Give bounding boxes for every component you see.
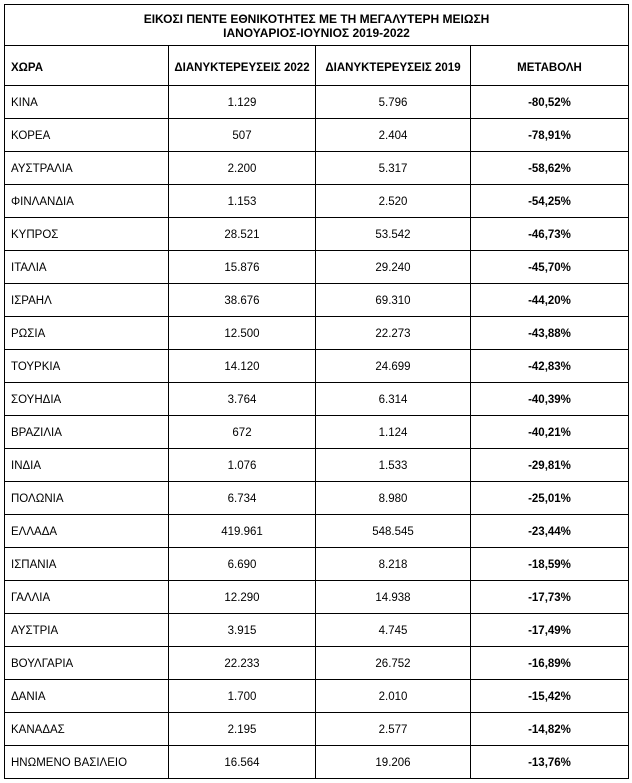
nights-2022-cell: 16.564 <box>169 746 316 779</box>
change-cell: -25,01% <box>471 482 629 515</box>
change-cell: -42,83% <box>471 350 629 383</box>
country-cell: ΙΝΔΙΑ <box>5 449 169 482</box>
country-cell: ΚΥΠΡΟΣ <box>5 218 169 251</box>
change-cell: -44,20% <box>471 284 629 317</box>
nights-2019-cell: 2.520 <box>316 185 471 218</box>
change-cell: -58,62% <box>471 152 629 185</box>
change-cell: -17,49% <box>471 614 629 647</box>
nationalities-decrease-table <box>4 4 629 779</box>
country-cell: ΒΟΥΛΓΑΡΙΑ <box>5 647 169 680</box>
table-header-row <box>5 46 629 86</box>
change-cell: -78,91% <box>471 119 629 152</box>
country-cell: ΤΟΥΡΚΙΑ <box>5 350 169 383</box>
nights-2022-cell: 1.076 <box>169 449 316 482</box>
nights-2022-cell: 38.676 <box>169 284 316 317</box>
change-cell: -54,25% <box>471 185 629 218</box>
table-body <box>5 86 629 779</box>
table-row <box>5 548 629 581</box>
nights-2022-cell: 12.500 <box>169 317 316 350</box>
change-cell: -29,81% <box>471 449 629 482</box>
country-cell: ΚΟΡΕΑ <box>5 119 169 152</box>
nights-2022-cell: 6.734 <box>169 482 316 515</box>
nights-2019-cell: 53.542 <box>316 218 471 251</box>
change-cell: -23,44% <box>471 515 629 548</box>
change-cell: -14,82% <box>471 713 629 746</box>
nights-2022-cell: 22.233 <box>169 647 316 680</box>
nights-2022-cell: 14.120 <box>169 350 316 383</box>
country-cell: ΓΑΛΛΙΑ <box>5 581 169 614</box>
table-row <box>5 86 629 119</box>
table-row <box>5 350 629 383</box>
change-cell: -18,59% <box>471 548 629 581</box>
change-cell: -80,52% <box>471 86 629 119</box>
nights-2022-cell: 507 <box>169 119 316 152</box>
table-row <box>5 713 629 746</box>
column-header-nights-2022: ΔΙΑΝΥΚΤΕΡΕΥΣΕΙΣ 2022 <box>169 46 316 86</box>
country-cell: ΣΟΥΗΔΙΑ <box>5 383 169 416</box>
table-row <box>5 614 629 647</box>
country-cell: ΙΣΡΑΗΛ <box>5 284 169 317</box>
table-row <box>5 251 629 284</box>
nights-2022-cell: 3.764 <box>169 383 316 416</box>
country-cell: ΡΩΣΙΑ <box>5 317 169 350</box>
table-row <box>5 119 629 152</box>
change-cell: -13,76% <box>471 746 629 779</box>
nights-2022-cell: 12.290 <box>169 581 316 614</box>
table-row <box>5 218 629 251</box>
country-cell: ΙΤΑΛΙΑ <box>5 251 169 284</box>
column-header-change: ΜΕΤΑΒΟΛΗ <box>471 46 629 86</box>
country-cell: ΗΝΩΜΕΝΟ ΒΑΣΙΛΕΙΟ <box>5 746 169 779</box>
nights-2022-cell: 2.195 <box>169 713 316 746</box>
table-title-cell <box>5 5 629 46</box>
table-row <box>5 746 629 779</box>
nights-2019-cell: 4.745 <box>316 614 471 647</box>
table-row <box>5 449 629 482</box>
change-cell: -40,39% <box>471 383 629 416</box>
country-cell: ΚΙΝΑ <box>5 86 169 119</box>
nights-2022-cell: 6.690 <box>169 548 316 581</box>
nights-2019-cell: 5.796 <box>316 86 471 119</box>
country-cell: ΑΥΣΤΡΑΛΙΑ <box>5 152 169 185</box>
table-title-line2: ΙΑΝΟΥΑΡΙΟΣ-ΙΟΥΝΙΟΣ 2019-2022 <box>223 25 410 40</box>
change-cell: -16,89% <box>471 647 629 680</box>
nights-2022-cell: 3.915 <box>169 614 316 647</box>
table-title-row <box>5 5 629 46</box>
table-row <box>5 152 629 185</box>
change-cell: -43,88% <box>471 317 629 350</box>
nights-2022-cell: 28.521 <box>169 218 316 251</box>
column-header-nights-2019: ΔΙΑΝΥΚΤΕΡΕΥΣΕΙΣ 2019 <box>316 46 471 86</box>
nights-2019-cell: 1.533 <box>316 449 471 482</box>
change-cell: -45,70% <box>471 251 629 284</box>
nights-2022-cell: 419.961 <box>169 515 316 548</box>
nights-2022-cell: 672 <box>169 416 316 449</box>
country-cell: ΙΣΠΑΝΙΑ <box>5 548 169 581</box>
nights-2019-cell: 29.240 <box>316 251 471 284</box>
change-cell: -40,21% <box>471 416 629 449</box>
table-row <box>5 647 629 680</box>
nights-2019-cell: 8.218 <box>316 548 471 581</box>
nights-2019-cell: 6.314 <box>316 383 471 416</box>
nights-2022-cell: 15.876 <box>169 251 316 284</box>
nights-2022-cell: 1.129 <box>169 86 316 119</box>
country-cell: ΚΑΝΑΔΑΣ <box>5 713 169 746</box>
table-row <box>5 284 629 317</box>
nights-2019-cell: 2.577 <box>316 713 471 746</box>
nights-2019-cell: 26.752 <box>316 647 471 680</box>
table-row <box>5 383 629 416</box>
country-cell: ΦΙΝΛΑΝΔΙΑ <box>5 185 169 218</box>
change-cell: -15,42% <box>471 680 629 713</box>
country-cell: ΔΑΝΙΑ <box>5 680 169 713</box>
change-cell: -46,73% <box>471 218 629 251</box>
change-cell: -17,73% <box>471 581 629 614</box>
table-row <box>5 482 629 515</box>
nights-2019-cell: 2.010 <box>316 680 471 713</box>
country-cell: ΠΟΛΩΝΙΑ <box>5 482 169 515</box>
nights-2019-cell: 19.206 <box>316 746 471 779</box>
country-cell: ΒΡΑΖΙΛΙΑ <box>5 416 169 449</box>
table-row <box>5 515 629 548</box>
nights-2019-cell: 14.938 <box>316 581 471 614</box>
table-row <box>5 680 629 713</box>
nights-2019-cell: 548.545 <box>316 515 471 548</box>
country-cell: ΕΛΛΑΔΑ <box>5 515 169 548</box>
nights-2019-cell: 8.980 <box>316 482 471 515</box>
table-row <box>5 317 629 350</box>
nights-2019-cell: 1.124 <box>316 416 471 449</box>
column-header-country: ΧΩΡΑ <box>5 46 169 86</box>
table-row <box>5 185 629 218</box>
nights-2019-cell: 24.699 <box>316 350 471 383</box>
nights-2019-cell: 5.317 <box>316 152 471 185</box>
nights-2022-cell: 1.700 <box>169 680 316 713</box>
country-cell: ΑΥΣΤΡΙΑ <box>5 614 169 647</box>
nights-2019-cell: 69.310 <box>316 284 471 317</box>
nights-2019-cell: 22.273 <box>316 317 471 350</box>
table-row <box>5 581 629 614</box>
table-row <box>5 416 629 449</box>
nights-2019-cell: 2.404 <box>316 119 471 152</box>
table-title-line1: ΕΙΚΟΣΙ ΠΕΝΤΕ ΕΘΝΙΚΟΤΗΤΕΣ ΜΕ ΤΗ ΜΕΓΑΛΥΤΕΡΗ ΜΕΙΩΣΗ <box>143 11 490 26</box>
nights-2022-cell: 1.153 <box>169 185 316 218</box>
nights-2022-cell: 2.200 <box>169 152 316 185</box>
